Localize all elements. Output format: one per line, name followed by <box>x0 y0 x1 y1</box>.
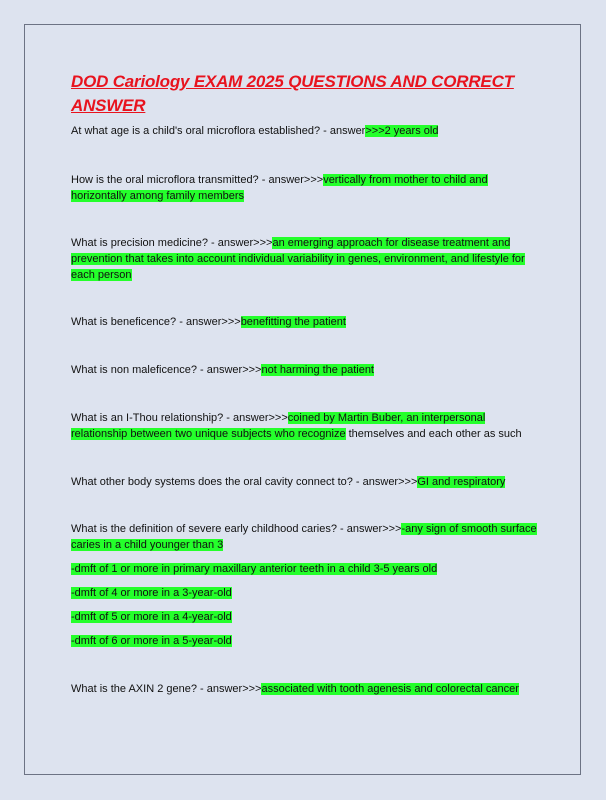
caries-criteria-3 <box>71 609 541 625</box>
qa-item-4 <box>71 314 541 330</box>
question-text: What is non maleficence? - answer>>> <box>71 364 262 376</box>
question-text: What is beneficence? - answer>>> <box>71 316 241 328</box>
criteria-highlight: -dmft of 6 or more in a 5-year-old <box>71 635 232 647</box>
qa-item-6 <box>71 410 541 442</box>
qa-item-1 <box>71 123 541 139</box>
criteria-highlight: -dmft of 1 or more in primary maxillary anterior teeth in a child 3-5 years old <box>71 563 438 575</box>
criteria-highlight: -dmft of 5 or more in a 4-year-old <box>71 611 232 623</box>
answer-highlight: vertically from mother to child and horizontally among family members <box>71 174 488 202</box>
answer-highlight: -any sign of smooth surface caries in a child younger than 3 <box>71 523 537 551</box>
qa-item-3 <box>71 235 541 283</box>
answer-highlight: coined by Martin Buber, an interpersonal relationship between two unique subjects who recognize <box>71 412 486 440</box>
qa-item-8 <box>71 521 541 553</box>
answer-rest: themselves and each other as such <box>345 428 522 440</box>
answer-highlight: benefitting the patient <box>240 316 346 328</box>
caries-criteria-1 <box>71 561 541 577</box>
answer-highlight: GI and respiratory <box>417 476 506 488</box>
document-content <box>71 70 541 697</box>
caries-criteria-2 <box>71 585 541 601</box>
question-text: What is an I-Thou relationship? - answer>>> <box>71 412 288 424</box>
qa-item-2 <box>71 172 541 204</box>
question-text: What other body systems does the oral cavity connect to? - answer>>> <box>71 476 418 488</box>
qa-item-9 <box>71 681 541 697</box>
answer-highlight: associated with tooth agenesis and colorectal cancer <box>261 683 519 695</box>
answer-highlight: >>>2 years old <box>365 125 439 137</box>
document-title: DOD Cariology EXAM 2025 QUESTIONS AND CORRECT ANSWER <box>71 72 514 115</box>
question-text: What is the AXIN 2 gene? - answer>>> <box>71 683 262 695</box>
answer-highlight: not harming the patient <box>261 364 374 376</box>
qa-item-7 <box>71 474 541 490</box>
question-text: What is precision medicine? - answer>>> <box>71 237 273 249</box>
criteria-highlight: -dmft of 4 or more in a 3-year-old <box>71 587 232 599</box>
question-text: How is the oral microflora transmitted? - answer>>> <box>71 174 324 186</box>
answer-highlight: an emerging approach for disease treatment and prevention that takes into account individual variability in genes, environment, and lifestyle for each person <box>71 237 525 281</box>
qa-item-5 <box>71 362 541 378</box>
question-text: What is the definition of severe early childhood caries? - answer>>> <box>71 523 402 535</box>
question-text: At what age is a child's oral microflora established? - answer <box>71 125 366 137</box>
caries-criteria-4 <box>71 633 541 649</box>
